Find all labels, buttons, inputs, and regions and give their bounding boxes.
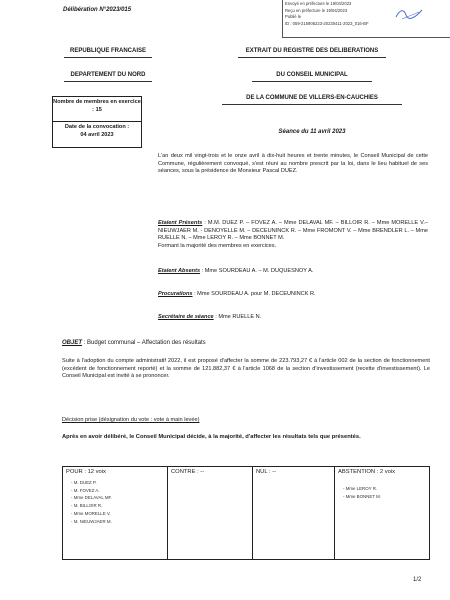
membres-convocation-box <box>52 96 142 148</box>
convocation-date: 04 avril 2023 <box>80 131 114 138</box>
presents-text: : M.M. DUEZ P. – FOVEZ A. – Mme DELAVAL MF. – BILLOIR R. – Mme MORELLE V.– NIEUWJAER M. - DENOYELLE M. – DECEUNINCK R. – Mme FROMONT V. – Mme BRENDLER L. – Mme RUELLE N. – Mme LEROY R. – Mme BONNET M. <box>158 220 428 242</box>
divider <box>64 81 152 82</box>
vote-pour-column <box>63 467 168 559</box>
vote-contre-label: CONTRE : -- <box>171 469 205 475</box>
vote-nul-column <box>253 467 335 559</box>
votes-table <box>62 466 430 560</box>
body-paragraph: Suite à l'adoption du compte administratif 2022, il est proposé d'affecter la somme de 223.793,27 € à l'article 002 de la section de fonctionnement (excédent de fonctionnement reporté) et la somme de 121.882,37 € à l'article 1068 de la section d'investissement (recette d'investissement). Le Conseil Municipal est invité à se prononcer. <box>62 358 430 380</box>
membres-exercice: Nombre de membres en exercice : 15 <box>53 97 141 122</box>
stamp-line: Envoyé en préfecture le 19/04/2023 <box>285 1 352 6</box>
republique-label: REPUBLIQUE FRANCAISE <box>69 48 146 54</box>
stamp-line: ID : 059-215906223-20230411-2023_016-BF <box>285 20 369 26</box>
conseil-title: DU CONSEIL MUNICIPAL <box>276 72 348 78</box>
vote-abstention-column <box>335 467 431 559</box>
procurations-text: : Mme SOURDEAU A. pour M. DECEUNINCK R. <box>192 291 316 297</box>
vote-pour-list <box>63 479 167 525</box>
objet-line <box>62 339 422 347</box>
vote-name: - Mme LEROY R. <box>343 485 431 493</box>
convocation-label: Date de la convocation : <box>64 124 130 130</box>
seance-date: Séance du 11 avril 2023 <box>278 129 346 135</box>
divider <box>64 57 152 58</box>
vote-name: - Mme DELAVAL MF. <box>71 494 167 502</box>
divider <box>222 104 402 105</box>
vote-abstention-list <box>335 479 431 500</box>
vote-abstention-label: ABSTENTION : 2 voix <box>338 469 396 475</box>
vote-name: - Mme BONNET M. <box>343 493 431 501</box>
absents-block <box>158 268 428 276</box>
presents-label: Etaient Présents <box>158 220 203 226</box>
stamp-line: Reçu en préfecture le 19/04/2023 <box>285 7 348 13</box>
departement-label: DEPARTEMENT DU NORD <box>70 72 146 78</box>
vote-name: - M. NIEUWJAER M. <box>71 518 167 526</box>
objet-label: OBJET <box>62 340 83 346</box>
vote-name: - Mme MORELLE V. <box>71 510 167 518</box>
registre-title: EXTRAIT DU REGISTRE DES DELIBERATIONS <box>245 48 379 54</box>
stamp-line: Publié le <box>285 14 302 19</box>
decision-label: Décision prise (désignation du vote : vote à main levée) <box>62 417 200 423</box>
procurations-block <box>158 291 428 299</box>
commune-title: DE LA COMMUNE DE VILLERS-EN-CAUCHIES <box>246 95 378 101</box>
stamp-signature-logo <box>394 7 424 21</box>
decision-text: Après en avoir délibéré, le Conseil Municipal décide, à la majorité, d'affecter les résultats tels que présentés. <box>62 434 361 440</box>
intro-paragraph: L'an deux mil vingt-trois et le onze avril à dix-huit heures et trente minutes, le Conseil Municipal de cette Commune, régulièrement convoqué, s'est réuni au nombre prescrit par la loi, dans le lieu habituel de ses séances, sous la présidence de Monsieur Pascal DUEZ. <box>158 153 428 175</box>
procurations-label: Procurations <box>158 291 193 297</box>
vote-name: - M. FOVEZ A. <box>71 487 167 495</box>
divider <box>238 57 386 58</box>
absents-text: : Mme SOURDEAU A. – M. DUQUESNOY A. <box>200 268 314 274</box>
objet-text: : Budget communal – Affectation des résultats <box>82 340 206 346</box>
page-number: 1/2 <box>413 577 422 583</box>
majority-text: Formant la majorité des membres en exercices. <box>158 242 277 249</box>
secretaire-block <box>158 314 428 322</box>
presents-block <box>158 220 428 250</box>
vote-name: - M. DUEZ P. <box>71 479 167 487</box>
secretaire-text: : Mme RUELLE N. <box>213 314 262 320</box>
absents-label: Etaient Absents <box>158 268 201 274</box>
vote-nul-label: NUL : -- <box>256 469 277 475</box>
vote-contre-column <box>168 467 253 559</box>
deliberation-number: Délibération N°2023/015 <box>63 7 132 13</box>
vote-pour-label: POUR : 12 voix <box>66 469 106 475</box>
convocation-block <box>53 122 141 149</box>
divider <box>252 81 372 82</box>
prefecture-stamp <box>282 0 450 38</box>
vote-name: - M. BILLOIR R. <box>71 502 167 510</box>
secretaire-label: Secrétaire de séance <box>158 314 214 320</box>
